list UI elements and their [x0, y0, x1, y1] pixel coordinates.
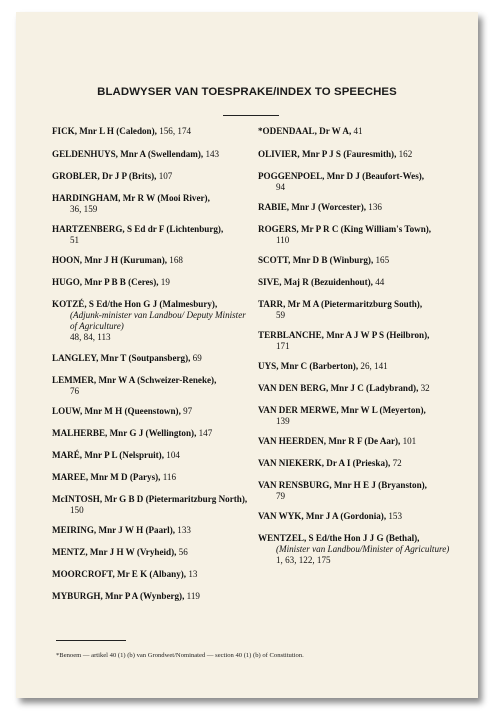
index-entry [258, 171, 458, 193]
page-numbers: 94 [276, 182, 286, 192]
speaker-name: SIVE, Maj R (Bezuidenhout) , [258, 277, 375, 287]
page-numbers: 1, 63, 122, 175 [276, 555, 331, 565]
index-entry [52, 171, 254, 182]
speaker-name: OLIVIER, Mnr P J S (Fauresmith) , [258, 149, 399, 159]
index-entry [258, 383, 458, 394]
speaker-name: MOORCROFT, Mr E K (Albany) , [52, 569, 188, 579]
index-entry [258, 511, 458, 522]
speaker-name: GELDENHUYS, Mnr A (Swellendam) , [52, 149, 205, 159]
index-entry [258, 255, 458, 266]
index-entry [52, 428, 254, 439]
index-entry [258, 299, 458, 321]
index-entry [52, 277, 254, 288]
index-entry [52, 353, 254, 364]
speaker-role: (Adjunk-minister van Landbou/ Deputy Minister of Agriculture) [70, 310, 246, 331]
index-entry [258, 480, 458, 502]
speaker-name: VAN RENSBURG, Mnr H E J (Bryanston) , [258, 480, 427, 490]
page-numbers: 26, 141 [360, 361, 388, 371]
speaker-name: VAN DER MERWE, Mnr W L (Meyerton) , [258, 405, 426, 415]
speaker-name: VAN WYK, Mnr J A (Gordonia) , [258, 511, 388, 521]
speaker-name: *ODENDAAL, Dr W A , [258, 126, 354, 136]
speaker-name: MEIRING, Mnr J W H (Paarl) , [52, 525, 177, 535]
index-entry [258, 330, 458, 352]
speaker-name: UYS, Mnr C (Barberton) , [258, 361, 360, 371]
speaker-name: VAN DEN BERG, Mnr J C (Ladybrand) , [258, 383, 421, 393]
index-entry [258, 149, 458, 160]
page-numbers: 104 [166, 450, 180, 460]
index-entry [258, 126, 458, 137]
index-entry [52, 255, 254, 266]
speaker-name: MYBURGH, Mnr P A (Wynberg) , [52, 591, 187, 601]
speaker-name: VAN NIEKERK, Dr A I (Prieska) , [258, 458, 393, 468]
index-entry [258, 202, 458, 213]
page-numbers: 116 [162, 472, 177, 482]
speaker-name: HARTZENBERG, S Ed dr F (Lichtenburg) , [52, 224, 223, 234]
page-numbers: 36, 159 [70, 204, 98, 214]
document-page [16, 12, 478, 698]
page-numbers: 41 [353, 126, 363, 136]
footnote: *Benoem — artikel 40 (1) (b) van Grondwet/Nominated — section 40 (1) (b) of Constitution. [56, 652, 304, 659]
index-entry [258, 436, 458, 447]
index-entry [258, 533, 458, 566]
speaker-name: WENTZEL, S Ed/the Hon J J G (Bethal) , [258, 533, 419, 543]
index-entry [52, 149, 254, 160]
page-numbers: 51 [70, 235, 80, 245]
index-entry [52, 591, 254, 602]
page-numbers: 48, 84, 113 [70, 332, 111, 342]
speaker-name: HOON, Mnr J H (Kuruman) , [52, 255, 169, 265]
speaker-role: (Minister van Landbou/Minister of Agriculture) [276, 544, 450, 554]
index-entry [52, 494, 254, 516]
speaker-name: McINTOSH, Mr G B D (Pietermaritzburg North) , [52, 494, 247, 504]
index-entry [52, 450, 254, 461]
page-numbers: 19 [160, 277, 170, 287]
index-entry [258, 405, 458, 427]
title-rule [223, 115, 279, 116]
index-entry [258, 224, 458, 246]
page-numbers: 153 [388, 511, 402, 521]
speaker-name: MALHERBE, Mnr G J (Wellington) , [52, 428, 199, 438]
speaker-name: LEMMER, Mnr W A (Schweizer-Reneke) , [52, 375, 216, 385]
page-numbers: 56 [178, 547, 188, 557]
page-numbers: 97 [183, 406, 193, 416]
index-entry [258, 277, 458, 288]
speaker-name: VAN HEERDEN, Mnr R F (De Aar) , [258, 436, 403, 446]
page-numbers: 101 [402, 436, 417, 446]
index-entry [52, 193, 254, 215]
speaker-name: MENTZ, Mnr J H W (Vryheid) , [52, 547, 179, 557]
speaker-name: HARDINGHAM, Mr R W (Mooi River) , [52, 193, 210, 203]
index-entry [52, 224, 254, 246]
speaker-name: MAREE, Mnr M D (Parys) , [52, 472, 163, 482]
page-numbers: 79 [276, 491, 286, 501]
page-numbers: 168 [169, 255, 183, 265]
page-numbers: 162 [398, 149, 413, 159]
speaker-name: TERBLANCHE, Mnr A J W P S (Heilbron) , [258, 330, 429, 340]
page-numbers: 147 [198, 428, 213, 438]
page-numbers: 165 [375, 255, 390, 265]
page-numbers: 59 [276, 310, 286, 320]
page-numbers: 171 [276, 341, 290, 351]
page-numbers: 72 [392, 458, 402, 468]
speaker-name: KOTZÉ, S Ed/the Hon G J (Malmesbury) , [52, 299, 217, 309]
speaker-name: LOUW, Mnr M H (Queenstown) , [52, 406, 183, 416]
speaker-name: MARÉ, Mnr P L (Nelspruit) , [52, 450, 166, 460]
page-title: BLADWYSER VAN TOESPRAKE/INDEX TO SPEECHES [97, 86, 397, 98]
page-numbers: 44 [375, 277, 385, 287]
speaker-name: FICK, Mnr L H (Caledon) , [52, 126, 159, 136]
page-numbers: 110 [276, 235, 290, 245]
page-numbers: 119 [186, 591, 200, 601]
page-numbers: 139 [276, 416, 290, 426]
page-numbers: 150 [70, 505, 84, 515]
footnote-rule [56, 640, 126, 641]
index-entry [52, 569, 254, 580]
index-entry [52, 406, 254, 417]
speaker-name: SCOTT, Mnr D B (Winburg) , [258, 255, 375, 265]
page-numbers: 107 [158, 171, 173, 181]
speaker-name: RABIE, Mnr J (Worcester) , [258, 202, 368, 212]
page-numbers: 136 [368, 202, 382, 212]
page-numbers: 32 [420, 383, 430, 393]
index-entry [258, 361, 458, 372]
page-numbers: 133 [177, 525, 191, 535]
page-numbers: 156, 174 [159, 126, 192, 136]
index-entry [52, 472, 254, 483]
page-numbers: 69 [192, 353, 202, 363]
speaker-name: LANGLEY, Mnr T (Soutpansberg) , [52, 353, 193, 363]
speaker-name: GROBLER, Dr J P (Brits) , [52, 171, 159, 181]
speaker-name: POGGENPOEL, Mnr D J (Beaufort-Wes) , [258, 171, 424, 181]
speaker-name: HUGO, Mnr P B B (Ceres) , [52, 277, 161, 287]
index-entry [52, 525, 254, 536]
page-numbers: 76 [70, 386, 80, 396]
page-numbers: 143 [205, 149, 220, 159]
index-entry [52, 375, 254, 397]
index-entry [258, 458, 458, 469]
index-entry [52, 126, 254, 137]
speaker-name: TARR, Mr M A (Pietermaritzburg South) , [258, 299, 422, 309]
speaker-name: ROGERS, Mr P R C (King William's Town) , [258, 224, 431, 234]
index-entry [52, 299, 254, 343]
index-entry [52, 547, 254, 558]
page-numbers: 13 [188, 569, 198, 579]
